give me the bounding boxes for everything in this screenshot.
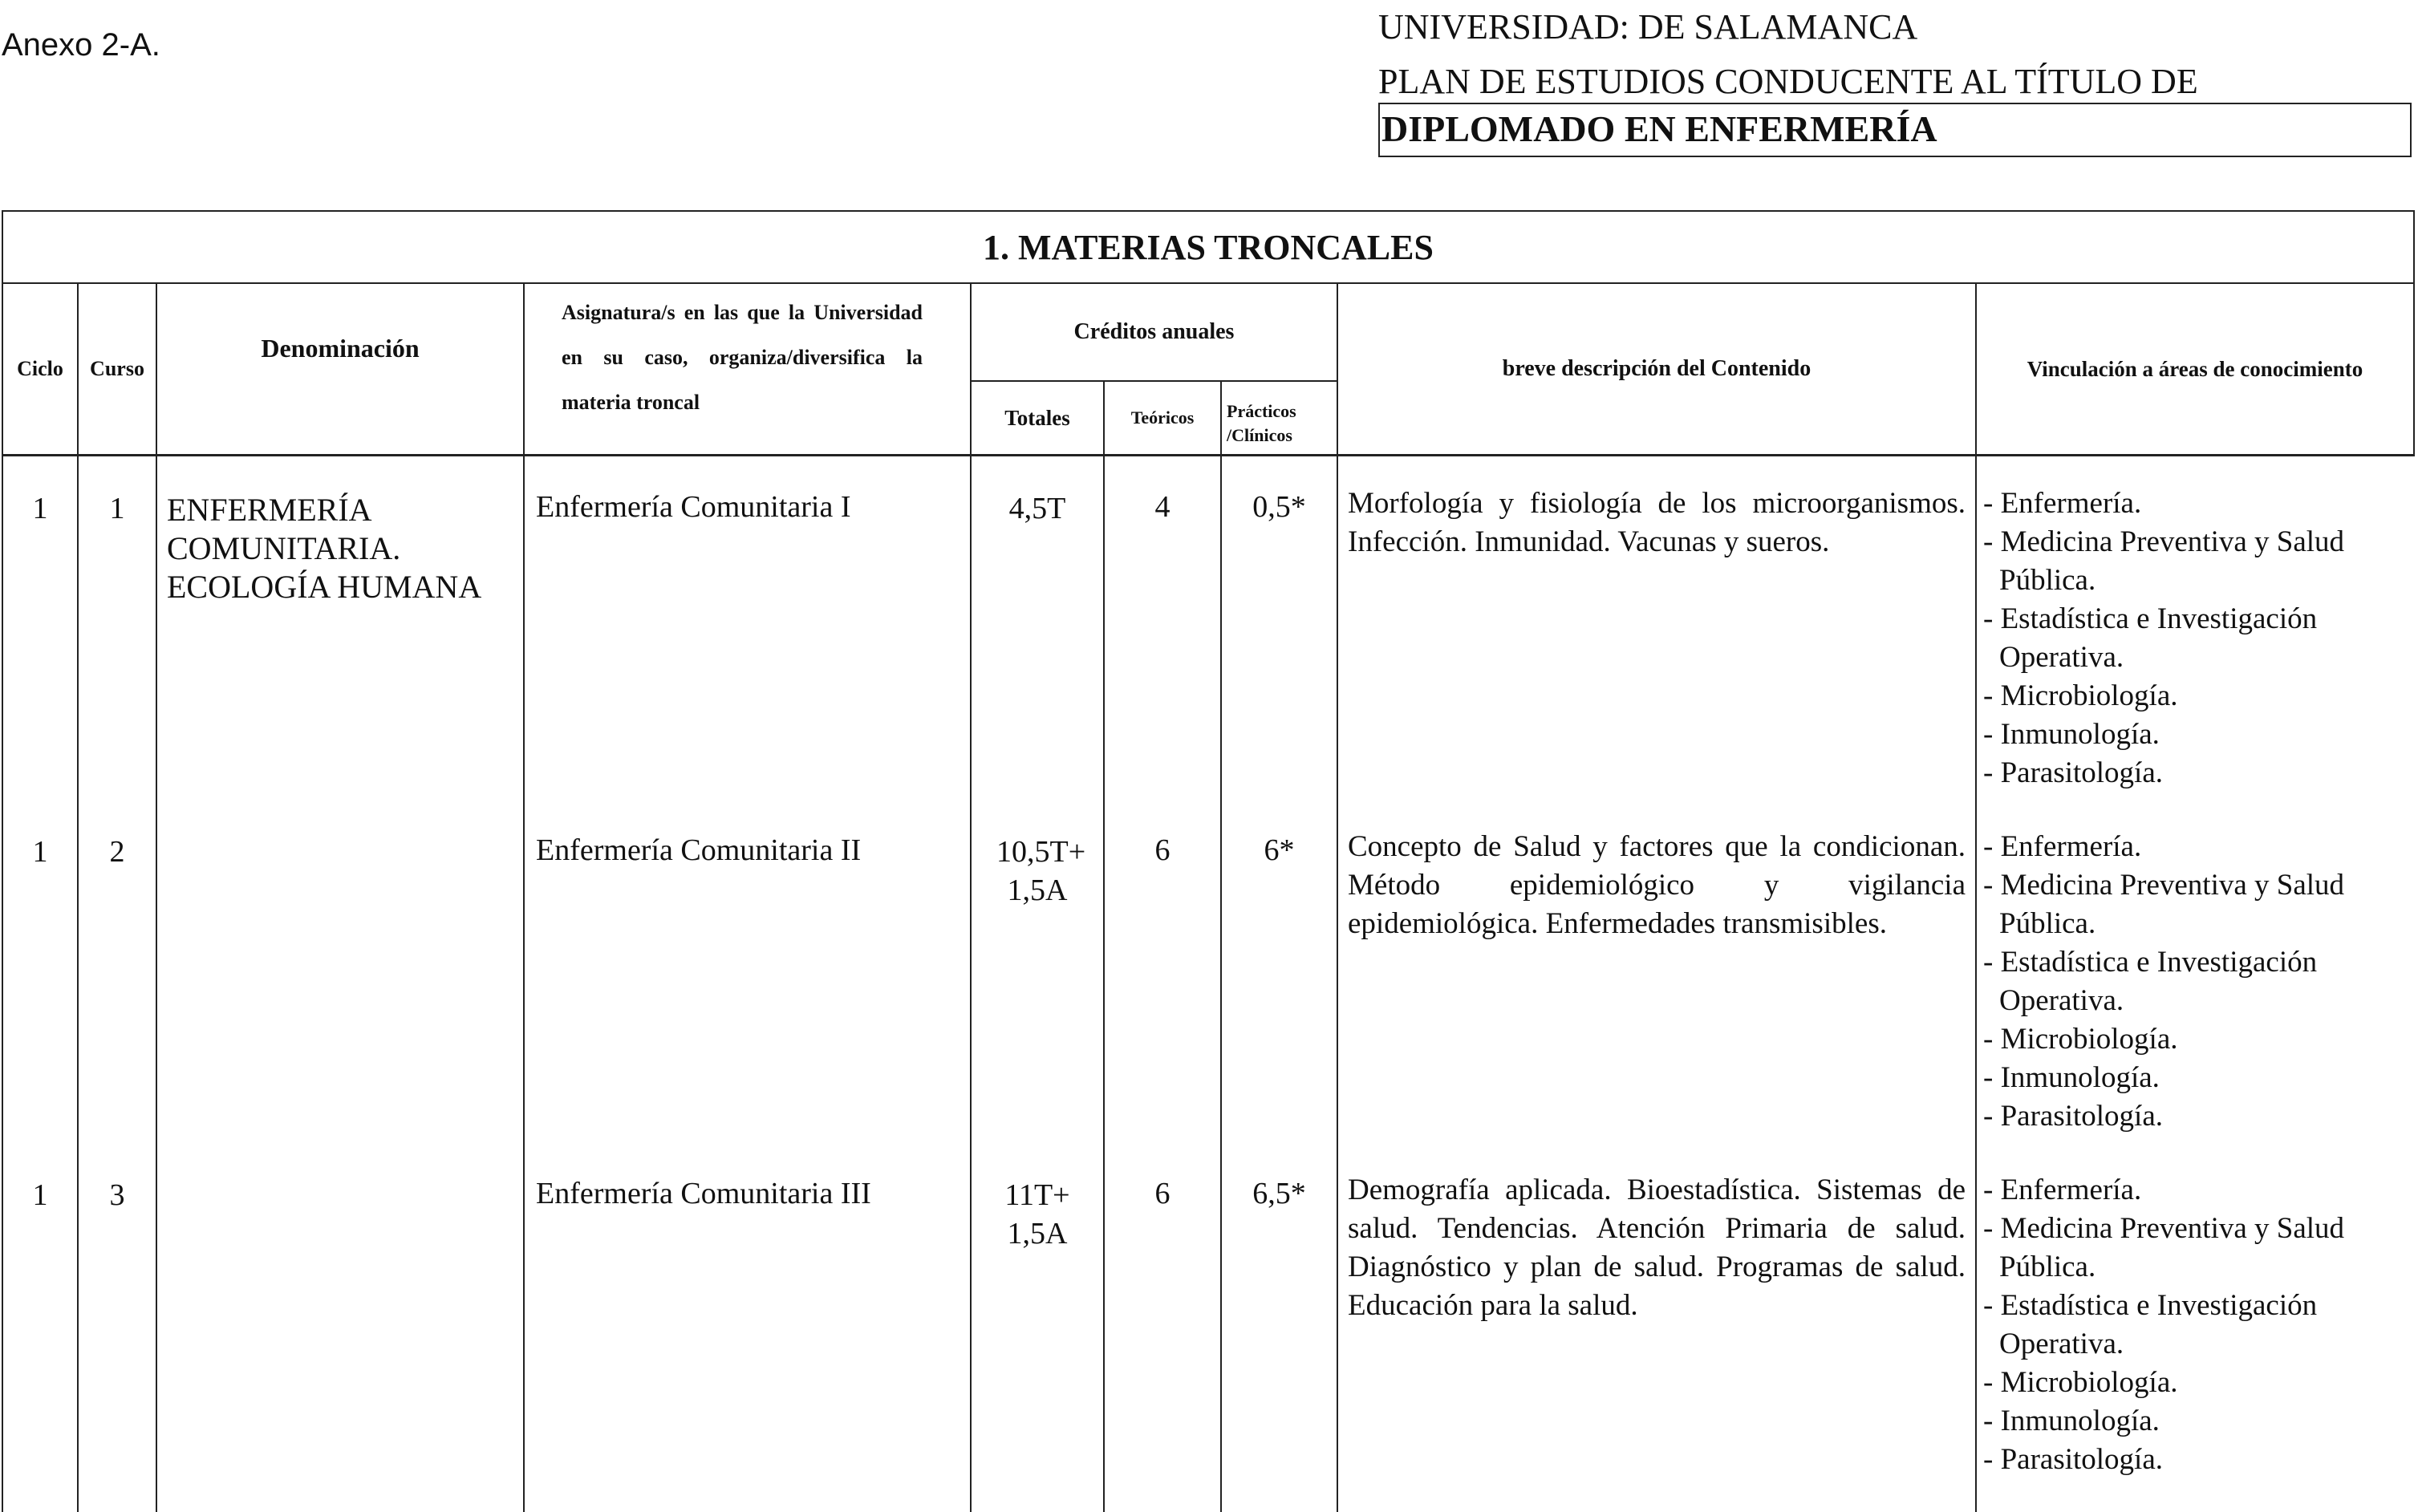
row-1-descripcion: Morfología y fisiología de los microorganismos. Infección. Inmunidad. Vacunas y sueros. xyxy=(1348,487,1966,558)
row-2-area-item: - Parasitología. xyxy=(1983,1100,2164,1133)
row-3-area-item: - Estadística e Investigación Operativa. xyxy=(1983,1289,2318,1360)
row-2-area-item: - Enfermería. xyxy=(1983,830,2142,863)
header-descripcion: breve descripción del Contenido xyxy=(1502,356,1811,381)
degree-title: DIPLOMADO EN ENFERMERÍA xyxy=(1381,108,1937,149)
col-divider-denominacion xyxy=(523,282,525,1512)
header-curso: Curso xyxy=(90,357,144,380)
row-1-area-item: - Enfermería. xyxy=(1983,487,2142,520)
row-2-teoricos: 6 xyxy=(1154,833,1170,867)
document-header xyxy=(1378,0,2415,109)
col-divider-totales xyxy=(1103,380,1105,1512)
row-2-area-item: - Medicina Preventiva y Salud Pública. xyxy=(1983,869,2345,940)
header-asignatura: Asignatura/s en las que la Universidad en su caso, organiza/diversifica la materia troncal xyxy=(562,301,923,414)
header-ciclo: Ciclo xyxy=(17,357,63,380)
header-bottom-border xyxy=(2,454,2415,456)
row-2-areas xyxy=(1983,828,2413,1136)
row-2-asignatura: Enfermería Comunitaria II xyxy=(536,833,862,867)
header-totales: Totales xyxy=(1004,405,1070,430)
row-3-areas xyxy=(1983,1171,2413,1479)
table-title: 1. MATERIAS TRONCALES xyxy=(983,227,1434,267)
row-3-curso: 3 xyxy=(109,1178,125,1212)
row-1-totales: 4,5T xyxy=(1008,492,1066,525)
row-1-practicos: 0,5* xyxy=(1252,490,1306,524)
denominacion-value: ENFERMERÍA COMUNITARIA. ECOLOGÍA HUMANA xyxy=(167,492,482,605)
row-1-area-item: - Parasitología. xyxy=(1983,756,2164,789)
row-2-totales: 10,5T+ 1,5A xyxy=(996,835,1086,907)
header-denominacion: Denominación xyxy=(261,333,420,363)
row-2-area-item: - Inmunología. xyxy=(1983,1061,2160,1094)
plan-line: PLAN DE ESTUDIOS CONDUCENTE AL TÍTULO DE xyxy=(1378,62,2198,101)
row-2-area-item: - Microbiología. xyxy=(1983,1023,2178,1056)
header-creditos: Créditos anuales xyxy=(1073,319,1235,344)
row-2-ciclo: 1 xyxy=(32,835,48,869)
col-divider-asignatura xyxy=(970,282,972,1512)
row-1-area-item: - Microbiología. xyxy=(1983,679,2178,712)
row-1-ciclo: 1 xyxy=(32,492,48,525)
row-1-area-item: - Medicina Preventiva y Salud Pública. xyxy=(1983,525,2345,597)
row-3-ciclo: 1 xyxy=(32,1178,48,1212)
row-1-asignatura: Enfermería Comunitaria I xyxy=(536,490,851,524)
row-3-totales: 11T+ 1,5A xyxy=(1004,1178,1070,1251)
annex-label: Anexo 2-A. xyxy=(2,27,160,63)
row-1-area-item: - Inmunología. xyxy=(1983,718,2160,751)
header-vinculacion: Vinculación a áreas de conocimiento xyxy=(2026,356,2363,381)
row-3-asignatura: Enfermería Comunitaria III xyxy=(536,1177,871,1210)
col-divider-ciclo xyxy=(77,282,79,1512)
col-divider-practicos xyxy=(1337,282,1338,1512)
row-3-descripcion: Demografía aplicada. Bioestadística. Sistemas de salud. Tendencias. Atención Primaria de salud. Diagnóstico y plan de salud. Programas de salud. Educación para la salud. xyxy=(1348,1174,1966,1322)
row-2-practicos: 6* xyxy=(1264,833,1295,867)
row-3-teoricos: 6 xyxy=(1154,1177,1170,1210)
degree-title-box xyxy=(1378,103,2412,157)
row-2-curso: 2 xyxy=(109,835,125,869)
row-2-descripcion: Concepto de Salud y factores que la condicionan. Método epidemiológico y vigilancia epidemiológica. Enfermedades transmisibles. xyxy=(1348,830,1966,940)
row-2-area-item: - Estadística e Investigación Operativa. xyxy=(1983,946,2318,1017)
row-3-area-item: - Microbiología. xyxy=(1983,1366,2178,1399)
university-line: UNIVERSIDAD: DE SALAMANCA xyxy=(1378,7,1918,47)
row-1-teoricos: 4 xyxy=(1154,490,1170,524)
row-3-practicos: 6,5* xyxy=(1252,1177,1306,1210)
row-1-areas xyxy=(1983,484,2413,792)
row-1-curso: 1 xyxy=(109,492,125,525)
col-divider-teoricos xyxy=(1220,380,1222,1512)
row-3-area-item: - Enfermería. xyxy=(1983,1174,2142,1206)
materias-troncales-table xyxy=(2,210,2416,1512)
row-3-area-item: - Medicina Preventiva y Salud Pública. xyxy=(1983,1212,2345,1283)
row-3-area-item: - Parasitología. xyxy=(1983,1443,2164,1476)
header-teoricos: Teóricos xyxy=(1130,407,1195,428)
row-1-area-item: - Estadística e Investigación Operativa. xyxy=(1983,602,2318,674)
col-divider-descripcion xyxy=(1975,282,1977,1512)
header-practicos: Prácticos /Clínicos xyxy=(1227,401,1296,445)
col-divider-curso xyxy=(156,282,157,1512)
row-3-area-item: - Inmunología. xyxy=(1983,1405,2160,1437)
